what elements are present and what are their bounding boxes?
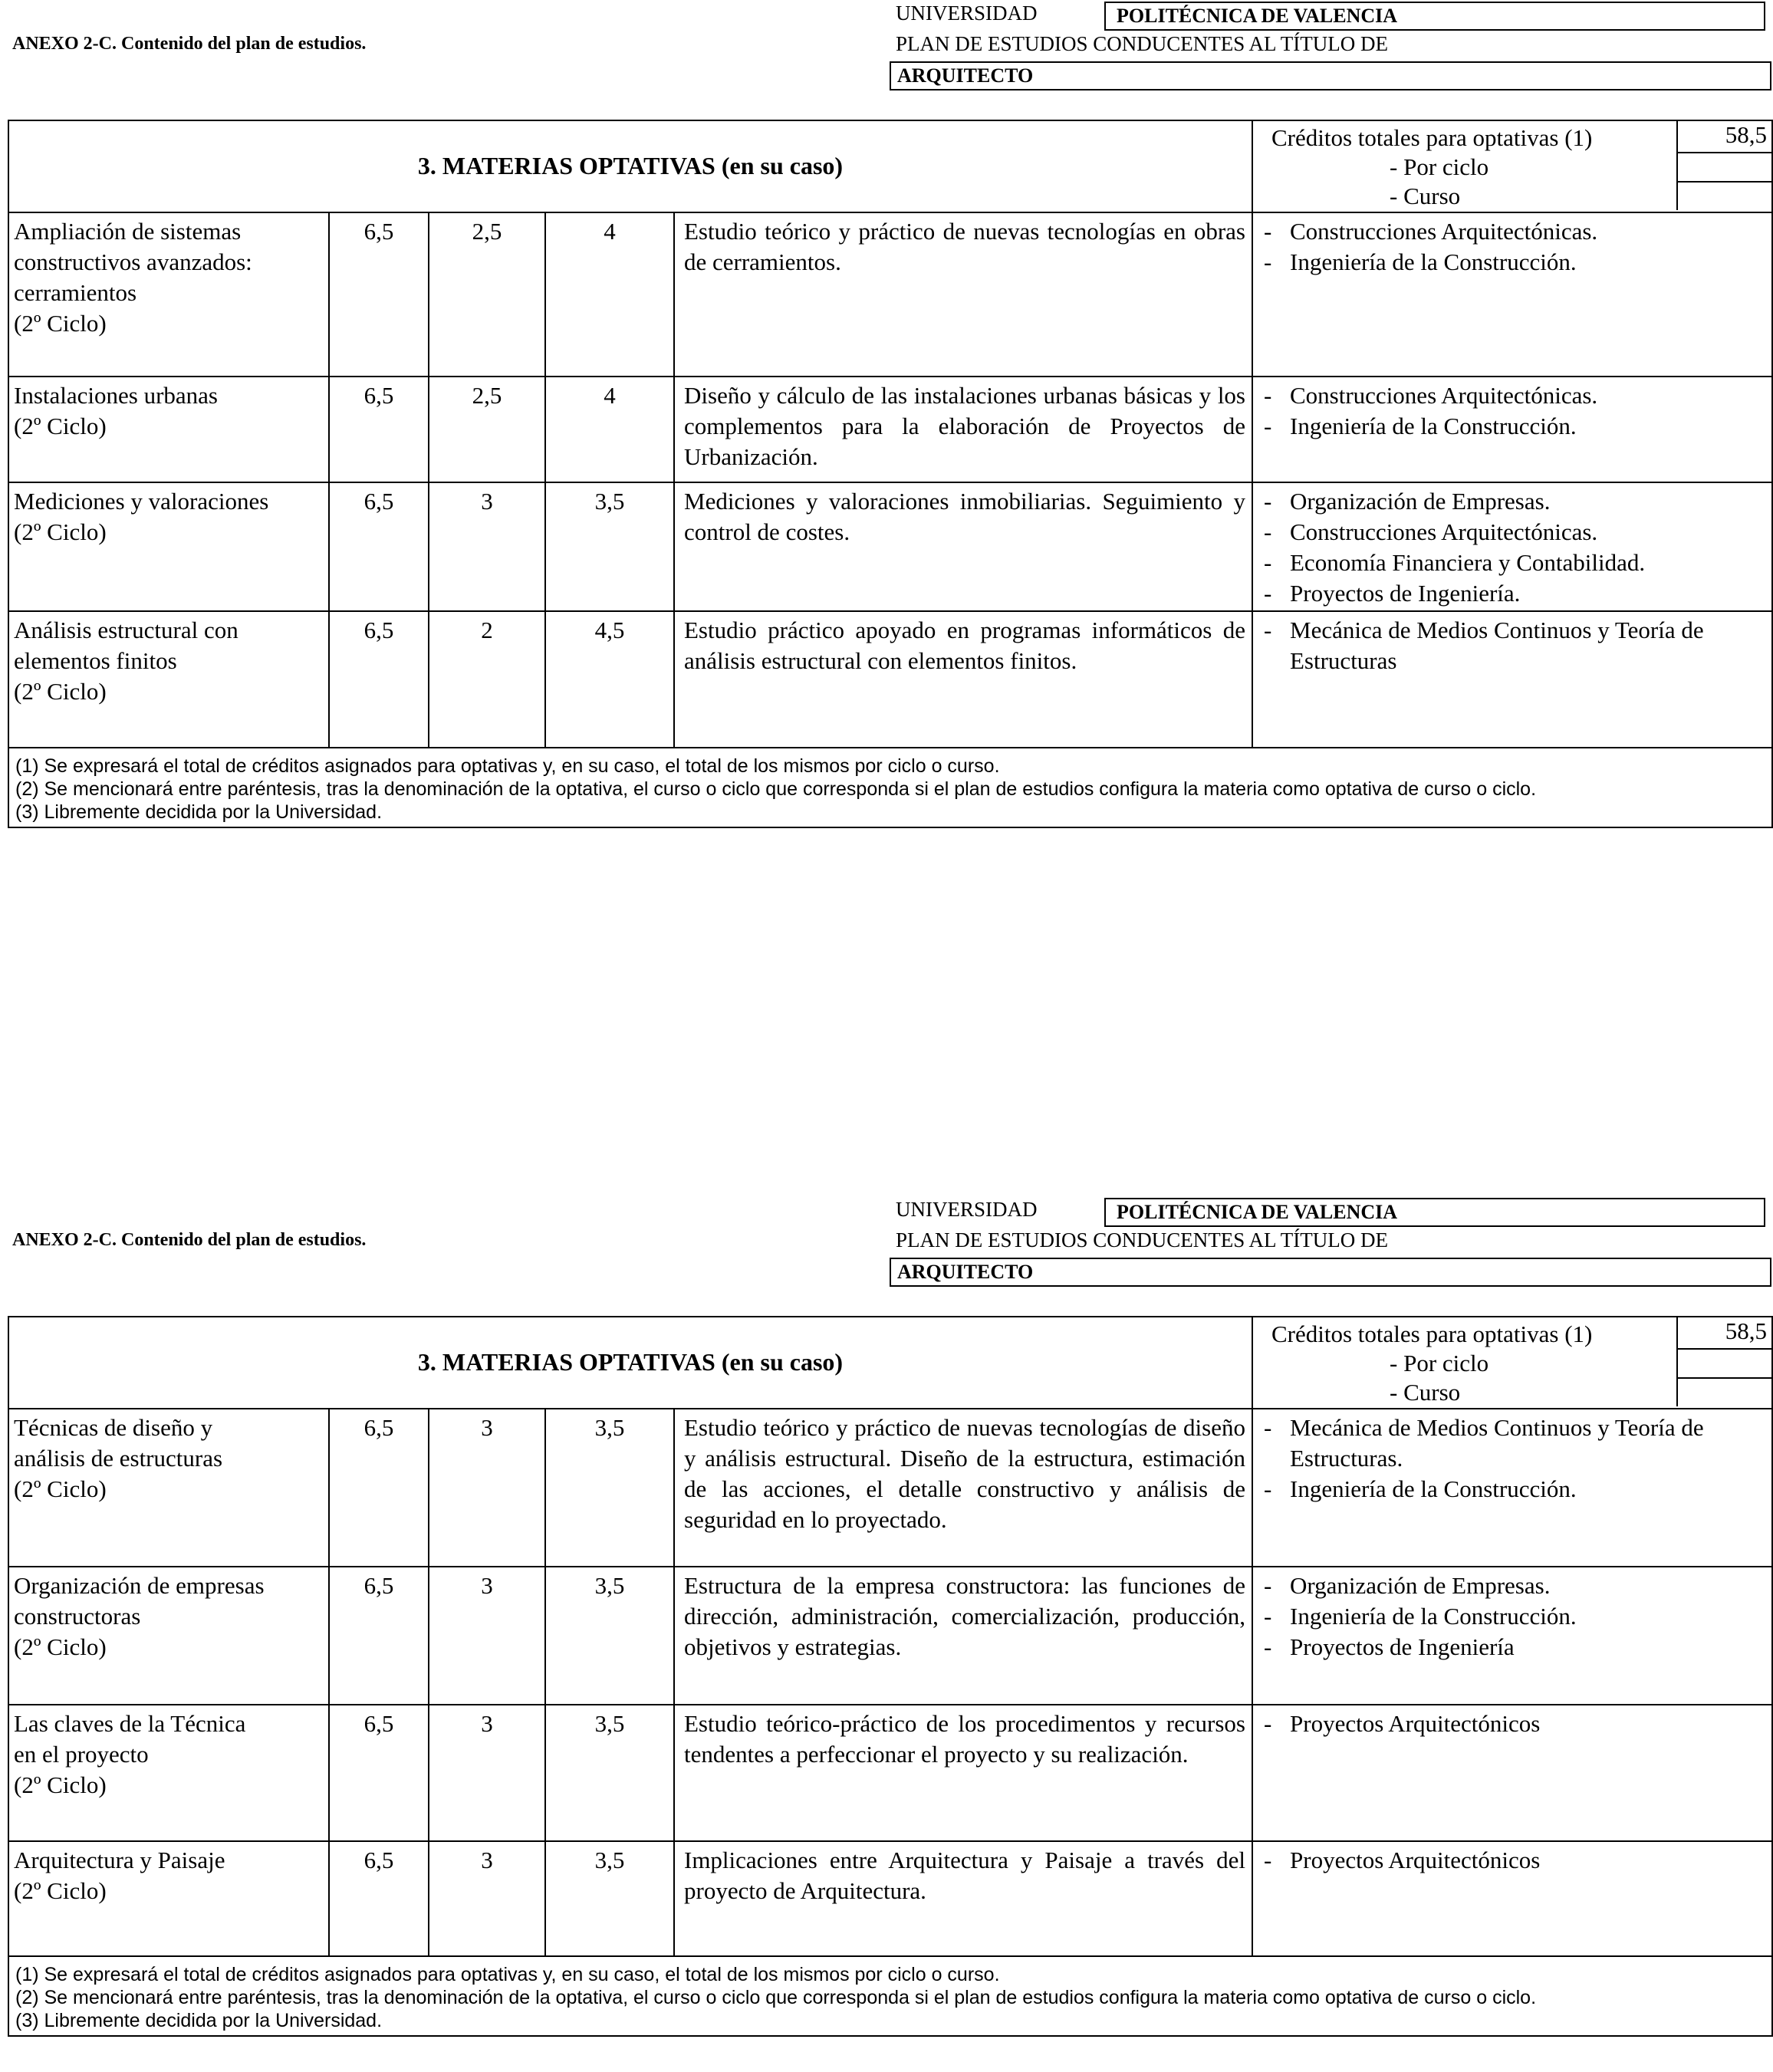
knowledge-areas [1252,1567,1771,1704]
area-item: - Ingeniería de la Construcción. [1259,1601,1767,1632]
credits-total: 6,5 [328,612,428,747]
credits-theory: 3 [428,1567,544,1704]
subject-name: Arquitectura y Paisaje (2º Ciclo) [14,1847,225,1904]
subject-name: Análisis estructural con elementos finitos (2º Ciclo) [14,617,238,705]
credits-theory: 2,5 [428,213,544,376]
subject-name: Instalaciones urbanas (2º Ciclo) [14,382,218,439]
credits-total: 6,5 [328,1842,428,1955]
area-item: - Proyectos de Ingeniería [1259,1632,1767,1663]
area-item: - Ingeniería de la Construcción. [1259,247,1767,278]
por-ciclo-value [1676,153,1771,183]
credits-value: 58,5 [1676,121,1771,153]
table-row [9,1705,1771,1842]
footnote: (1) Se expresará el total de créditos asignados para optativas y, en su caso, el total de los mismos por ciclo o curso. [15,755,1000,777]
section-title: 3. MATERIAS OPTATIVAS (en su caso) [417,1348,844,1376]
section-title: 3. MATERIAS OPTATIVAS (en su caso) [417,152,844,179]
footnote: (1) Se expresará el total de créditos asignados para optativas y, en su caso, el total de los mismos por ciclo o curso. [15,1964,1000,1985]
credits-total: 6,5 [328,213,428,376]
knowledge-areas [1252,213,1771,376]
annex-heading: ANEXO 2-C. Contenido del plan de estudios. [12,1230,367,1250]
credits-theory: 3 [428,1842,544,1955]
por-ciclo-value [1676,1350,1771,1379]
credits-practice: 4 [544,213,673,376]
credits-practice: 3,5 [544,1409,673,1566]
university-label: UNIVERSIDAD [896,1198,1038,1221]
subject-description: Mediciones y valoraciones inmobiliarias. Seguimiento y control de costes. [673,483,1252,610]
credits-practice: 4,5 [544,612,673,747]
subject-name: Mediciones y valoraciones (2º Ciclo) [14,488,269,545]
credits-practice: 3,5 [544,1705,673,1840]
degree-title: ARQUITECTO [890,1258,1771,1287]
subject-name: Ampliación de sistemas constructivos avanzados: cerramientos (2º Ciclo) [14,218,252,337]
table-row [9,612,1771,748]
credits-total: 6,5 [328,1409,428,1566]
subject-name: Organización de empresas constructoras (2º Ciclo) [14,1572,265,1660]
university-name: POLITÉCNICA DE VALENCIA [1104,2,1765,31]
knowledge-areas [1252,483,1771,610]
area-item: - Mecánica de Medios Continuos y Teoría de Estructuras [1259,615,1767,676]
credits-total: 6,5 [328,483,428,610]
subject-name: Técnicas de diseño y análisis de estructuras (2º Ciclo) [14,1414,223,1502]
credits-header [1252,121,1771,212]
optional-subjects-table [8,120,1773,828]
area-item: - Mecánica de Medios Continuos y Teoría de Estructuras. [1259,1413,1767,1474]
degree-title: ARQUITECTO [890,61,1771,90]
footnotes [9,1957,1771,2035]
footnote: (3) Libremente decidida por la Universidad. [15,801,383,823]
curso-value [1676,183,1771,210]
footnote: (2) Se mencionará entre paréntesis, tras la denominación de la optativa, el curso o ciclo que corresponda si el plan de estudios configura la materia como optativa de curso o ciclo. [15,778,1537,800]
credits-theory: 3 [428,483,544,610]
credits-total: 6,5 [328,377,428,482]
area-item: - Construcciones Arquitectónicas. [1259,216,1767,247]
table-row [9,213,1771,377]
footnote: (2) Se mencionará entre paréntesis, tras la denominación de la optativa, el curso o ciclo que corresponda si el plan de estudios configura la materia como optativa de curso o ciclo. [15,1987,1537,2008]
curso-value [1676,1379,1771,1406]
por-ciclo-label: - Por ciclo [1390,153,1489,180]
table-row [9,1842,1771,1957]
subject-description: Estudio teórico y práctico de nuevas tecnologías en obras de cerramientos. [673,213,1252,376]
area-item: - Construcciones Arquitectónicas. [1259,380,1767,411]
table-row [9,1567,1771,1705]
credits-theory: 2,5 [428,377,544,482]
knowledge-areas [1252,612,1771,747]
subject-description: Estructura de la empresa constructora: las funciones de dirección, administración, comercialización, producción, objetivos y estrategias. [673,1567,1252,1704]
subject-description: Estudio práctico apoyado en programas informáticos de análisis estructural con elementos finitos. [673,612,1252,747]
plan-label: PLAN DE ESTUDIOS CONDUCENTES AL TÍTULO DE [896,32,1388,55]
credits-theory: 3 [428,1705,544,1840]
por-ciclo-label: - Por ciclo [1390,1350,1489,1376]
table-header [9,1317,1771,1409]
area-item: - Organización de Empresas. [1259,486,1767,517]
area-item: - Proyectos Arquitectónicos [1259,1709,1767,1739]
table-header [9,121,1771,213]
area-item: - Ingeniería de la Construcción. [1259,1474,1767,1505]
area-item: - Economía Financiera y Contabilidad. [1259,548,1767,578]
footnotes [9,748,1771,827]
university-label: UNIVERSIDAD [896,2,1038,25]
area-item: - Ingeniería de la Construcción. [1259,411,1767,442]
area-item: - Organización de Empresas. [1259,1570,1767,1601]
knowledge-areas [1252,377,1771,482]
curso-label: - Curso [1390,1379,1461,1406]
subject-description: Diseño y cálculo de las instalaciones urbanas básicas y los complementos para la elaboración de Proyectos de Urbanización. [673,377,1252,482]
optional-subjects-table [8,1316,1773,2037]
table-row [9,377,1771,483]
plan-label: PLAN DE ESTUDIOS CONDUCENTES AL TÍTULO DE [896,1228,1388,1251]
area-item: - Proyectos de Ingeniería. [1259,578,1767,609]
knowledge-areas [1252,1705,1771,1840]
annex-heading: ANEXO 2-C. Contenido del plan de estudios. [12,34,367,54]
curso-label: - Curso [1390,183,1461,209]
table-row [9,483,1771,612]
credits-label: Créditos totales para optativas (1) [1271,124,1593,151]
credits-practice: 3,5 [544,483,673,610]
subject-description: Estudio teórico-práctico de los procedimentos y recursos tendentes a perfeccionar el proyecto y su realización. [673,1705,1252,1840]
university-name: POLITÉCNICA DE VALENCIA [1104,1198,1765,1227]
footnote: (3) Libremente decidida por la Universidad. [15,2010,383,2031]
credits-practice: 4 [544,377,673,482]
credits-total: 6,5 [328,1567,428,1704]
knowledge-areas [1252,1842,1771,1955]
area-item: - Proyectos Arquitectónicos [1259,1845,1767,1876]
area-item: - Construcciones Arquitectónicas. [1259,517,1767,548]
credits-total: 6,5 [328,1705,428,1840]
credits-value: 58,5 [1676,1317,1771,1350]
credits-theory: 3 [428,1409,544,1566]
table-row [9,1409,1771,1567]
credits-header [1252,1317,1771,1408]
subject-name: Las claves de la Técnica en el proyecto (2º Ciclo) [14,1710,246,1798]
credits-practice: 3,5 [544,1842,673,1955]
credits-theory: 2 [428,612,544,747]
credits-practice: 3,5 [544,1567,673,1704]
credits-label: Créditos totales para optativas (1) [1271,1320,1593,1347]
subject-description: Estudio teórico y práctico de nuevas tecnologías de diseño y análisis estructural. Diseño de la estructura, estimación de las acciones, el detalle constructivo y análisis de seguridad en lo proyectado. [673,1409,1252,1566]
subject-description: Implicaciones entre Arquitectura y Paisaje a través del proyecto de Arquitectura. [673,1842,1252,1955]
knowledge-areas [1252,1409,1771,1566]
